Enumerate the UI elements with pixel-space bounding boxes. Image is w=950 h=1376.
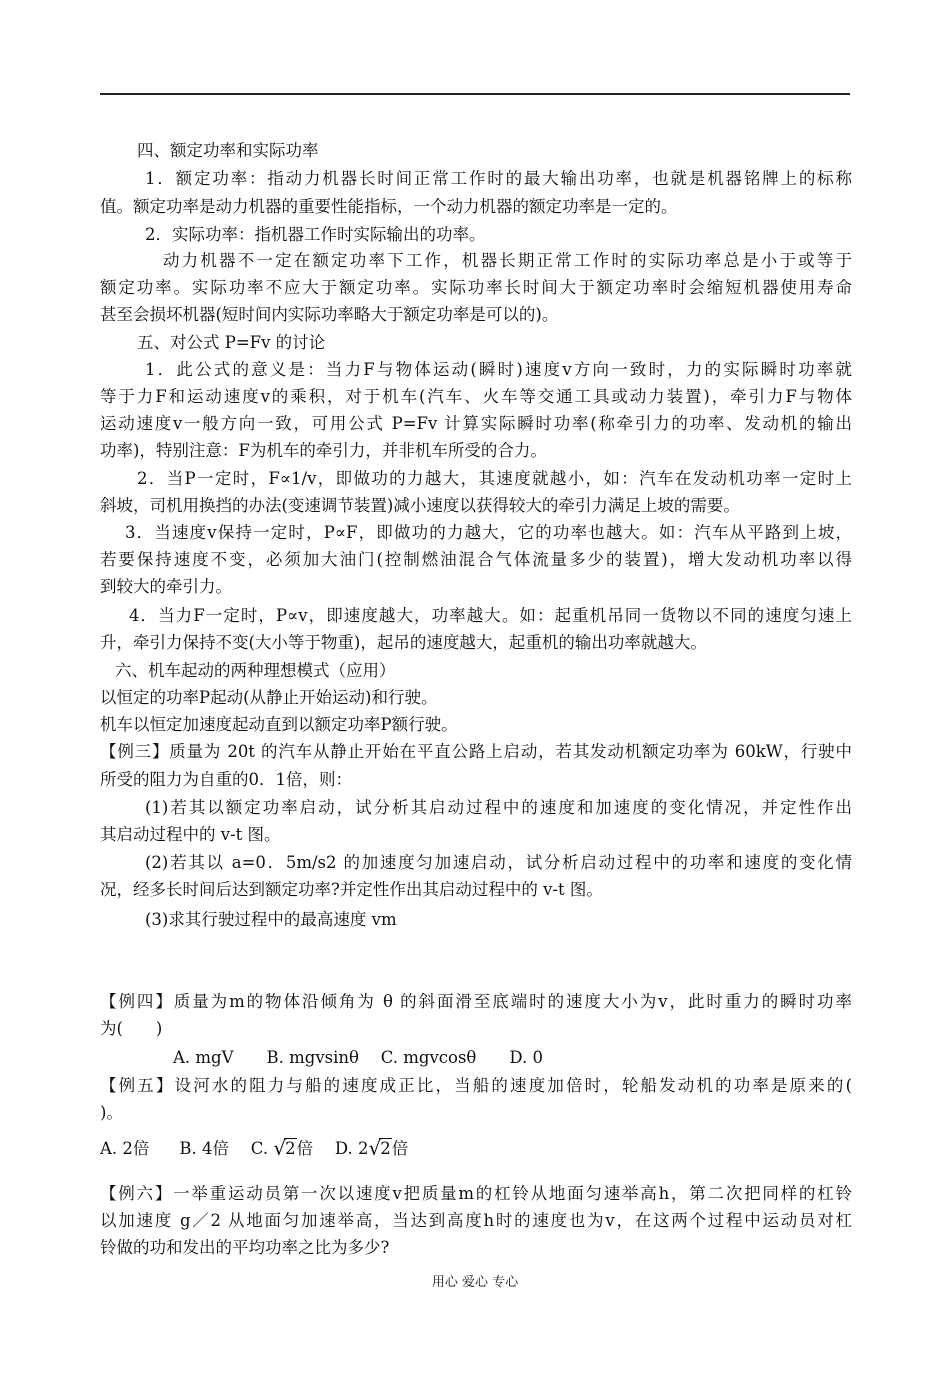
s4-p3-line1: 动力机器不一定在额定功率下工作，机器长期正常工作时的实际功率总是小于或等于 (163, 251, 852, 270)
ex3-q1-line1: (1)若其以额定功率启动，试分析其启动过程中的速度和加速度的变化情况，并定性作出 (145, 798, 852, 817)
ex4-line1: 【例四】质量为m的物体沿倾角为 θ 的斜面滑至底端时的速度大小为v，此时重力的瞬时功率 (100, 992, 852, 1011)
s5-p3-line2: 若要保持速度不变，必须加大油门(控制燃油混合气体流量多少的装置)，增大发动机功率以得 (100, 550, 852, 569)
page-footer: 用心 爱心 专心 (431, 1275, 519, 1290)
s4-p1-line1: 1．额定功率：指动力机器长时间正常工作时的最大输出功率，也就是机器铭牌上的标称 (145, 169, 852, 188)
sqrt-2-d: √2 (368, 1137, 391, 1159)
ex4-options: A. mgV B. mgvsinθ C. mgvcosθ D. 0 (173, 1048, 543, 1067)
s5-p1-line1: 1．此公式的意义是：当力F与物体运动(瞬时)速度v方向一致时，力的实际瞬时功率就 (145, 360, 852, 379)
s5-p1-line2: 等于力F和运动速度v的乘积，对于机车(汽车、火车等交通工具或动力装置)，牵引力F与物体 (100, 387, 852, 406)
ex5-option-d-label: D. 2 (334, 1139, 369, 1158)
ex4-line2: 为( ) (100, 1019, 163, 1038)
s5-p3-line3: 到较大的牵引力。 (100, 577, 232, 596)
sqrt-2-d-radicand: 2 (380, 1139, 391, 1158)
ex3-q1-line2: 其启动过程中的 v-t 图。 (100, 825, 281, 844)
ex3-q2-line1: (2)若其以 a=0．5m/s2 的加速度匀加速启动，试分析启动过程中的功率和速度的变化情 (145, 853, 852, 872)
ex6-line2: 以加速度 g／2 从地面匀加速举高，当达到高度h时的速度也为v，在这两个过程中运动员对杠 (100, 1211, 852, 1230)
section-5-heading: 五、对公式 P=Fv 的讨论 (137, 333, 326, 352)
sqrt-2-c-radicand: 2 (285, 1139, 296, 1158)
s5-p1-line4: 功率)，特别注意：F为机车的牵引力，并非机车所受的合力。 (100, 441, 547, 460)
ex3-q2-line2: 况，经多长时间后达到额定功率?并定性作出其启动过程中的 v-t 图。 (100, 880, 603, 899)
ex3-q3: (3)求其行驶过程中的最高速度 vm (145, 910, 397, 929)
ex5-option-a: A. 2倍 (100, 1139, 150, 1158)
ex5-option-c-label: C. (250, 1139, 269, 1158)
s4-p2: 2．实际功率：指机器工作时实际输出的功率。 (145, 225, 486, 244)
s4-p3-line3: 甚至会损坏机器(短时间内实际功率略大于额定功率是可以的)。 (100, 305, 559, 324)
ex6-line3: 铃做的功和发出的平均功率之比为多少? (100, 1238, 390, 1257)
s5-p2-line1: 2．当P一定时，F∝1/v，即做功的力越大，其速度就越小，如：汽车在发动机功率一定时上 (137, 469, 852, 488)
s5-p1-line3: 运动速度v一般方向一致，可用公式 P=Fv 计算实际瞬时功率(称牵引力的功率、发动机的输出 (100, 414, 852, 433)
ex6-line1: 【例六】一举重运动员第一次以速度v把质量m的杠铃从地面匀速举高h，第二次把同样的杠铃 (100, 1184, 852, 1203)
s5-p4-line2: 升，牵引力保持不变(大小等于物重)，起吊的速度越大，起重机的输出功率就越大。 (100, 633, 707, 652)
s6-mode-2: 机车以恒定加速度起动直到以额定功率P额行驶。 (100, 715, 458, 734)
s6-mode-1: 以恒定的功率P起动(从静止开始运动)和行驶。 (100, 688, 438, 707)
ex5-option-d-unit: 倍 (391, 1139, 409, 1158)
s5-p3-line1: 3．当速度v保持一定时，P∝F，即做功的力越大，它的功率也越大。如：汽车从平路到上坡， (125, 523, 852, 542)
section-6-heading: 六、机车起动的两种理想模式（应用） (115, 661, 396, 680)
s5-p2-line2: 斜坡，司机用换挡的办法(变速调节装置)减小速度以获得较大的牵引力满足上坡的需要。 (100, 496, 740, 515)
section-4-heading: 四、额定功率和实际功率 (137, 141, 319, 160)
ex5-options (100, 1137, 852, 1159)
s5-p4-line1: 4．当力F一定时，P∝v，即速度越大，功率越大。如：起重机吊同一货物以不同的速度匀速上 (129, 606, 852, 625)
ex5-line1: 【例五】设河水的阻力与船的速度成正比，当船的速度加倍时，轮船发动机的功率是原来的( (100, 1076, 852, 1095)
sqrt-2-c: √2 (273, 1137, 296, 1159)
ex5-line2: )。 (100, 1103, 123, 1122)
s4-p3-line2: 额定功率。实际功率不应大于额定功率。实际功率长时间大于额定功率时会缩短机器使用寿命 (100, 278, 852, 297)
s4-p1-line2: 值。额定功率是动力机器的重要性能指标，一个动力机器的额定功率是一定的。 (100, 197, 678, 216)
ex3-line1: 【例三】质量为 20t 的汽车从静止开始在平直公路上启动，若其发动机额定功率为 60kW，行驶中 (100, 742, 852, 761)
header-rule (100, 93, 850, 95)
ex5-option-b: B. 4倍 (179, 1139, 230, 1158)
ex5-option-c-unit: 倍 (296, 1139, 314, 1158)
ex3-line2: 所受的阻力为自重的0．1倍，则： (100, 770, 352, 789)
